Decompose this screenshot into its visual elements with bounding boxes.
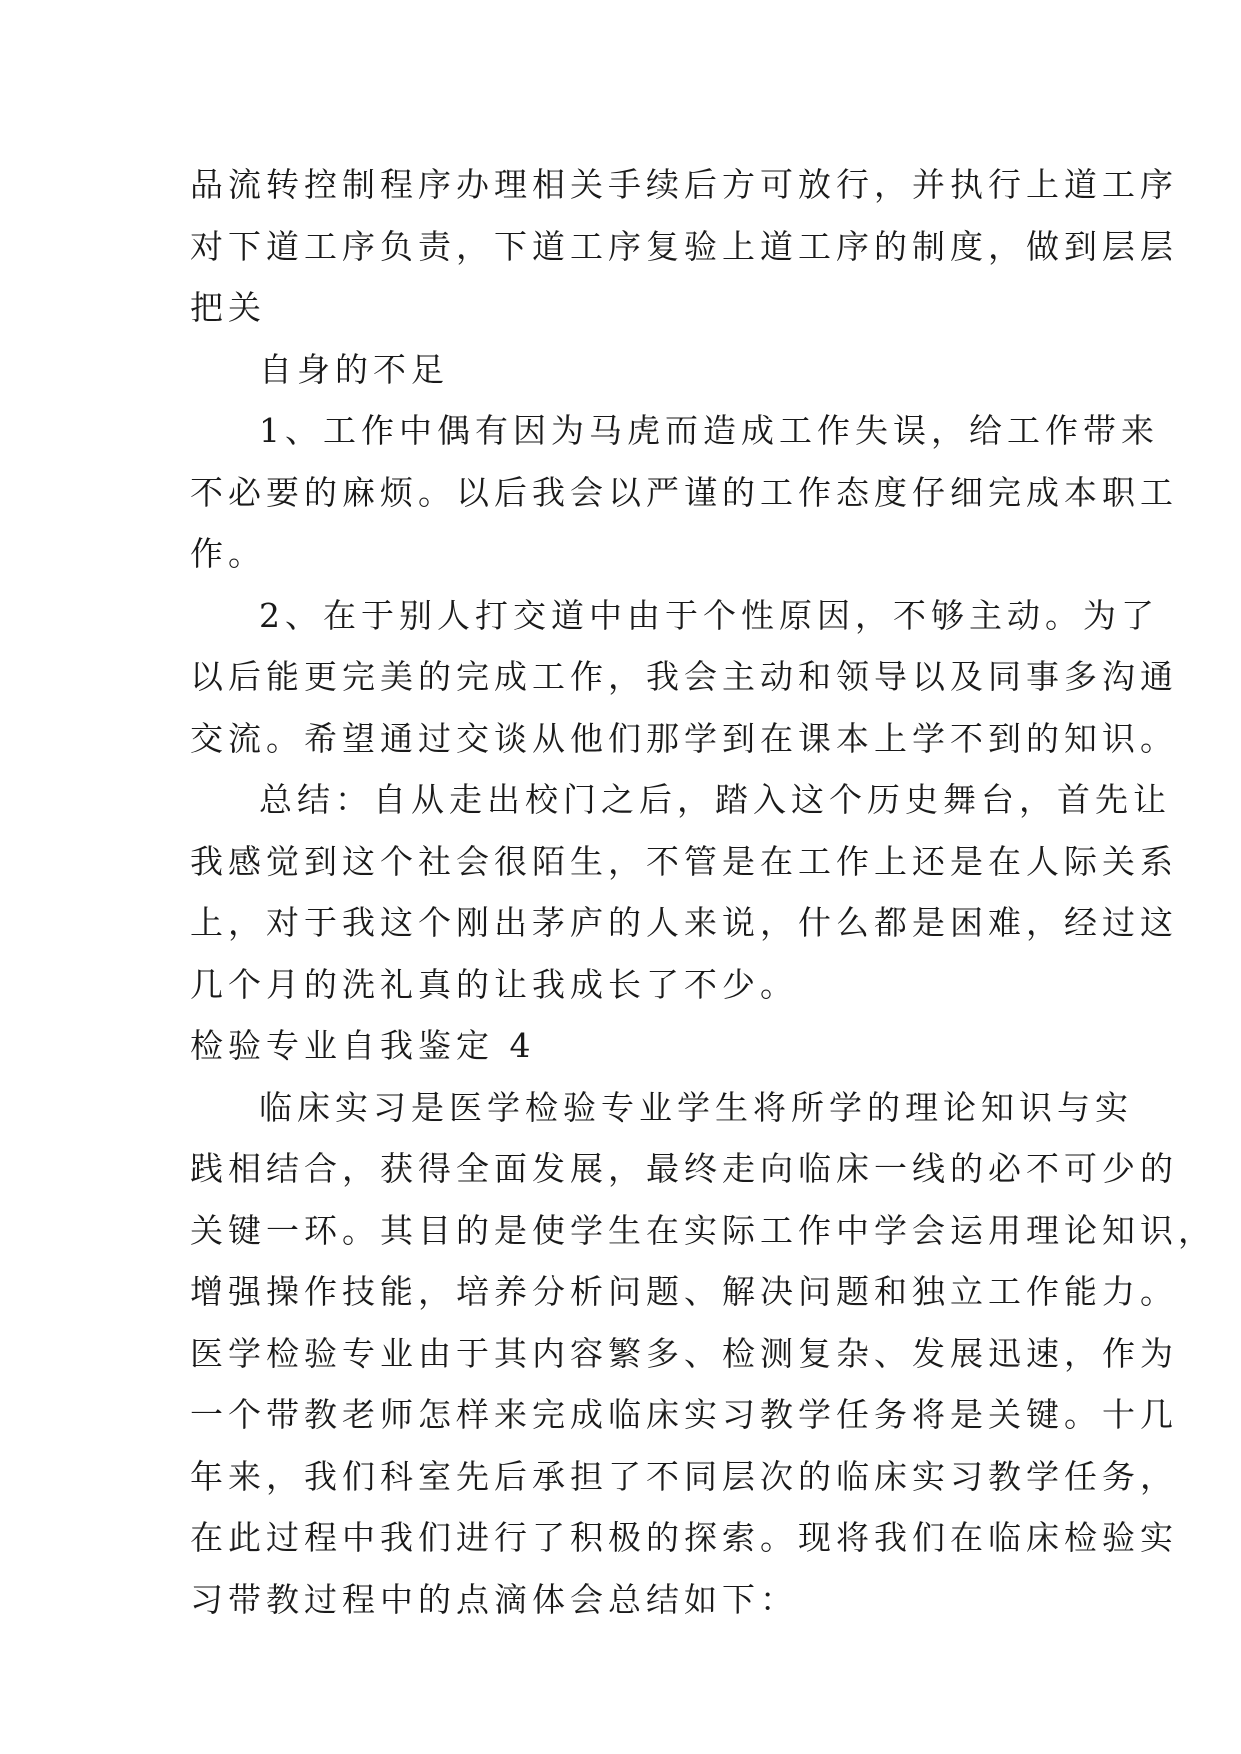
text-line: 增强操作技能，培养分析问题、解决问题和独立工作能力。 [190, 1272, 1178, 1311]
text-line: 品流转控制程序办理相关手续后方可放行，并执行上道工序 [190, 165, 1178, 204]
text-line: 医学检验专业由于其内容繁多、检测复杂、发展迅速，作为 [190, 1333, 1178, 1373]
section-title: 检验专业自我鉴定 4 [190, 1026, 536, 1065]
paragraph-start: 总结：自从走出校门之后，踏入这个历史舞台，首先让 [259, 780, 1171, 819]
text-line: 作。 [190, 534, 266, 573]
text-line: 几个月的洗礼真的让我成长了不少。 [190, 964, 798, 1004]
paragraph-start: 临床实习是医学检验专业学生将所学的理论知识与实 [259, 1087, 1133, 1127]
text-line: 年来，我们科室先后承担了不同层次的临床实习教学任务， [190, 1456, 1178, 1496]
text-line: 关键一环。其目的是使学生在实际工作中学会运用理论知识， [190, 1210, 1216, 1250]
text-line: 对下道工序负责，下道工序复验上道工序的制度，做到层层 [190, 226, 1178, 266]
text-line: 习带教过程中的点滴体会总结如下： [190, 1579, 798, 1619]
document-body [190, 154, 1216, 1630]
list-item-start: 2、在于别人打交道中由于个性原因，不够主动。为了 [259, 595, 1159, 635]
text-line: 上，对于我这个刚出茅庐的人来说，什么都是困难，经过这 [190, 903, 1178, 942]
section-heading: 自身的不足 [259, 349, 449, 389]
text-line: 在此过程中我们进行了积极的探索。现将我们在临床检验实 [190, 1518, 1178, 1557]
text-line: 一个带教老师怎样来完成临床实习教学任务将是关键。十几 [190, 1395, 1178, 1434]
text-line: 以后能更完美的完成工作，我会主动和领导以及同事多沟通 [190, 657, 1178, 696]
text-line: 践相结合，获得全面发展，最终走向临床一线的必不可少的 [190, 1149, 1178, 1188]
text-line: 交流。希望通过交谈从他们那学到在课本上学不到的知识。 [190, 718, 1178, 758]
text-line: 不必要的麻烦。以后我会以严谨的工作态度仔细完成本职工 [190, 472, 1178, 512]
list-item-start: 1、工作中偶有因为马虎而造成工作失误，给工作带来 [259, 411, 1159, 450]
text-line: 把关 [190, 288, 266, 327]
text-line: 我感觉到这个社会很陌生，不管是在工作上还是在人际关系 [190, 841, 1178, 881]
